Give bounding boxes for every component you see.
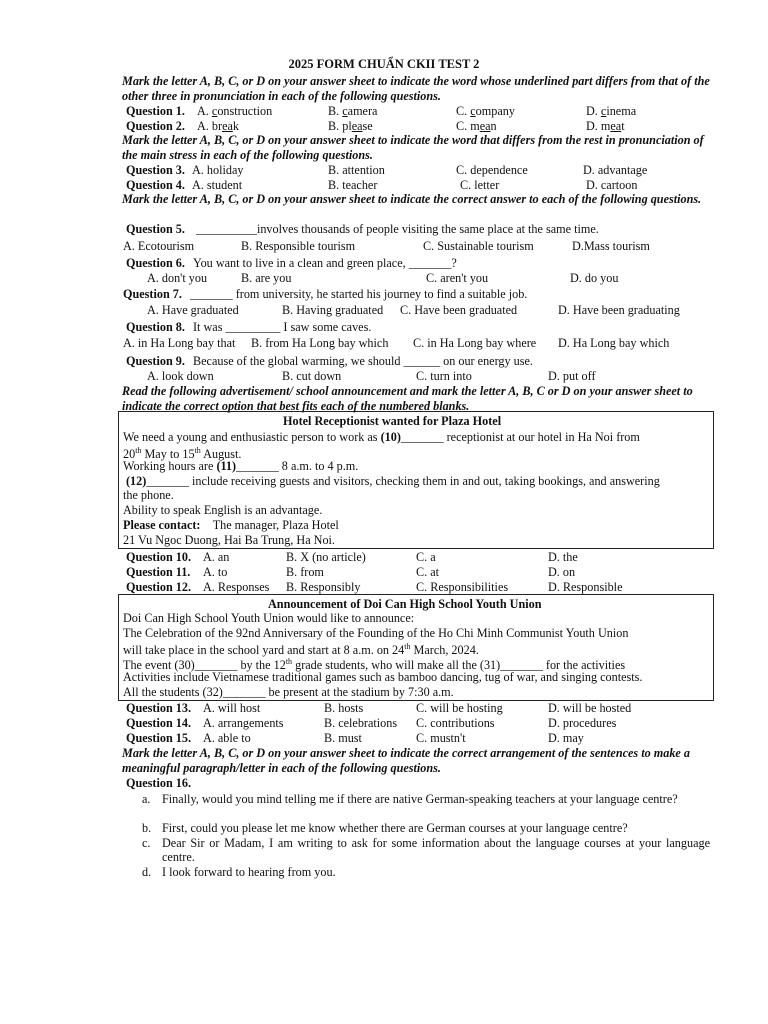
option-b: B. cut down: [282, 369, 342, 383]
page-title: 2025 FORM CHUẨN CKII TEST 2: [288, 57, 480, 71]
ad-line: We need a young and enthusiastic person to work as (10)_______ receptionist at our hotel in Ha Noi from: [123, 430, 640, 444]
question-label: Question 5.: [126, 222, 185, 236]
option-c: C. in Ha Long bay where: [413, 336, 537, 350]
option-b: B. hosts: [324, 701, 364, 715]
question-label: Question 9.: [126, 354, 185, 368]
option-a: A. look down: [147, 369, 214, 383]
option-a: A. Have graduated: [147, 303, 239, 317]
option-c: C. Responsibilities: [416, 580, 509, 594]
option-d: D.Mass tourism: [572, 239, 650, 253]
list-item: Dear Sir or Madam, I am writing to ask for some information about the language courses at your language centre.: [162, 836, 710, 864]
option-a: A. construction: [197, 104, 273, 118]
instruction-advert: Read the following advertisement/ school announcement and mark the letter A, B, C or D on your answer sheet to indicate the correct option that best fits each of the numbered blanks.: [122, 384, 693, 413]
option-b: B. X (no article): [286, 550, 366, 564]
list-item: I look forward to hearing from you.: [162, 865, 336, 879]
option-b: B. from: [286, 565, 324, 579]
option-d: D. do you: [570, 271, 619, 285]
option-c: C. a: [416, 550, 436, 564]
option-c: C. aren't you: [426, 271, 489, 285]
option-b: B. from Ha Long bay which: [251, 336, 389, 350]
option-c: C. mean: [456, 119, 497, 133]
option-a: A. arrangements: [203, 716, 284, 730]
ann-line: Activities include Vietnamese traditional games such as bamboo dancing, tug of war, and singing contests.: [123, 670, 643, 684]
option-d: D. may: [548, 731, 584, 745]
option-b: B. celebrations: [324, 716, 398, 730]
question-label: Question 1.: [126, 104, 185, 118]
option-d: D. on: [548, 565, 576, 579]
instruction-arrangement: Mark the letter A, B, C, or D on your answer sheet to indicate the correct arrangement of the sentences to make a meaningful paragraph/letter in each of the following questions.: [122, 746, 690, 775]
option-d: D. procedures: [548, 716, 617, 730]
option-b: B. Responsibly: [286, 580, 361, 594]
question-label: Question 15.: [126, 731, 192, 745]
option-a: A. an: [203, 550, 230, 564]
option-b: B. are you: [241, 271, 292, 285]
question-label: Question 12.: [126, 580, 192, 594]
option-d: D. Have been graduating: [558, 303, 680, 317]
option-b: B. must: [324, 731, 362, 745]
option-a: A. Ecotourism: [123, 239, 195, 253]
ann-line: The event (30)_______ by the 12th grade students, who will make all the (31)_______ for the activities: [123, 657, 626, 673]
option-c: C. letter: [460, 178, 500, 192]
option-a: A. holiday: [192, 163, 244, 177]
question-text: _______ from university, he started his journey to find a suitable job.: [190, 287, 528, 301]
ann-line: Doi Can High School Youth Union would like to announce:: [123, 611, 415, 625]
question-label: Question 6.: [126, 256, 185, 270]
ad-line: the phone.: [123, 488, 174, 502]
question-label: Question 16.: [126, 776, 192, 790]
announcement-title: Announcement of Doi Can High School Youth Union: [268, 597, 542, 611]
question-text: It was _________ I saw some caves.: [193, 320, 372, 334]
ad-line: Please contact: The manager, Plaza Hotel: [123, 518, 339, 532]
option-a: A. break: [197, 119, 239, 133]
question-label: Question 13.: [126, 701, 192, 715]
item-letter: c.: [142, 836, 151, 850]
option-a: A. don't you: [147, 271, 208, 285]
option-d: D. cartoon: [586, 178, 638, 192]
list-item: First, could you please let me know whether there are German courses at your language centre?: [162, 821, 628, 835]
item-letter: a.: [142, 792, 151, 806]
option-a: A. student: [192, 178, 243, 192]
option-a: A. able to: [203, 731, 251, 745]
option-d: D. cinema: [586, 104, 637, 118]
question-text: You want to live in a clean and green place, _______?: [193, 256, 457, 270]
instruction-correct-answer: Mark the letter A, B, C, or D on your answer sheet to indicate the correct answer to each of the following questions.: [122, 192, 702, 206]
option-c: C. mustn't: [416, 731, 466, 745]
option-d: D. advantage: [583, 163, 648, 177]
option-c: C. at: [416, 565, 440, 579]
ann-line: will take place in the school yard and start at 8 a.m. on 24th March, 2024.: [123, 642, 479, 658]
ann-line: All the students (32)_______ be present at the stadium by 7:30 a.m.: [123, 685, 454, 699]
option-b: B. Responsible tourism: [241, 239, 356, 253]
option-b: B. Having graduated: [282, 303, 384, 317]
question-label: Question 7.: [123, 287, 182, 301]
item-letter: b.: [142, 821, 152, 835]
item-letter: d.: [142, 865, 152, 879]
question-label: Question 2.: [126, 119, 185, 133]
option-c: C. company: [456, 104, 515, 118]
ann-line: The Celebration of the 92nd Anniversary of the Founding of the Ho Chi Minh Communist Youth Union: [123, 626, 629, 640]
instruction-stress: Mark the letter A, B, C, or D on your answer sheet to indicate the word that differs from the rest in pronunciation of the main stress in each of the following questions.: [122, 133, 704, 162]
option-d: D. put off: [548, 369, 596, 383]
option-b: B. teacher: [328, 178, 378, 192]
option-c: C. Have been graduated: [400, 303, 518, 317]
option-a: A. will host: [203, 701, 261, 715]
option-d: D. will be hosted: [548, 701, 632, 715]
option-a: A. in Ha Long bay that: [123, 336, 236, 350]
option-c: C. will be hosting: [416, 701, 503, 715]
question-label: Question 4.: [126, 178, 185, 192]
ad-line: Ability to speak English is an advantage.: [123, 503, 323, 517]
option-c: C. Sustainable tourism: [423, 239, 534, 253]
question-text: __________involves thousands of people visiting the same place at the same time.: [196, 222, 599, 236]
option-c: C. contributions: [416, 716, 495, 730]
question-label: Question 11.: [126, 565, 191, 579]
option-d: D. Responsible: [548, 580, 623, 594]
option-a: A. Responses: [203, 580, 270, 594]
ad-line: (12)_______ include receiving guests and visitors, checking them in and out, taking bookings, and answering: [126, 474, 660, 488]
option-d: D. Ha Long bay which: [558, 336, 670, 350]
question-label: Question 3.: [126, 163, 185, 177]
ad-line: 21 Vu Ngoc Duong, Hai Ba Trung, Ha Noi.: [123, 533, 335, 547]
option-b: B. please: [328, 119, 373, 133]
option-b: B. camera: [328, 104, 378, 118]
option-b: B. attention: [328, 163, 385, 177]
question-text: Because of the global warming, we should ______ on our energy use.: [193, 354, 533, 368]
option-a: A. to: [203, 565, 228, 579]
ad-line: Working hours are (11)_______ 8 a.m. to 4 p.m.: [123, 459, 359, 473]
question-label: Question 8.: [126, 320, 185, 334]
option-d: D. the: [548, 550, 578, 564]
question-label: Question 10.: [126, 550, 192, 564]
instruction-pronunciation: Mark the letter A, B, C, or D on your answer sheet to indicate the word whose underlined part differs from that of the other three in pronunciation in each of the following questions.: [122, 74, 710, 103]
option-c: C. turn into: [416, 369, 472, 383]
list-item: Finally, would you mind telling me if there are native German-speaking teachers at your language centre?: [162, 792, 678, 806]
question-label: Question 14.: [126, 716, 192, 730]
option-d: D. meat: [586, 119, 625, 133]
advertisement-title: Hotel Receptionist wanted for Plaza Hotel: [283, 414, 502, 428]
ad-line: 20th May to 15th August.: [123, 446, 242, 462]
option-c: C. dependence: [456, 163, 528, 177]
